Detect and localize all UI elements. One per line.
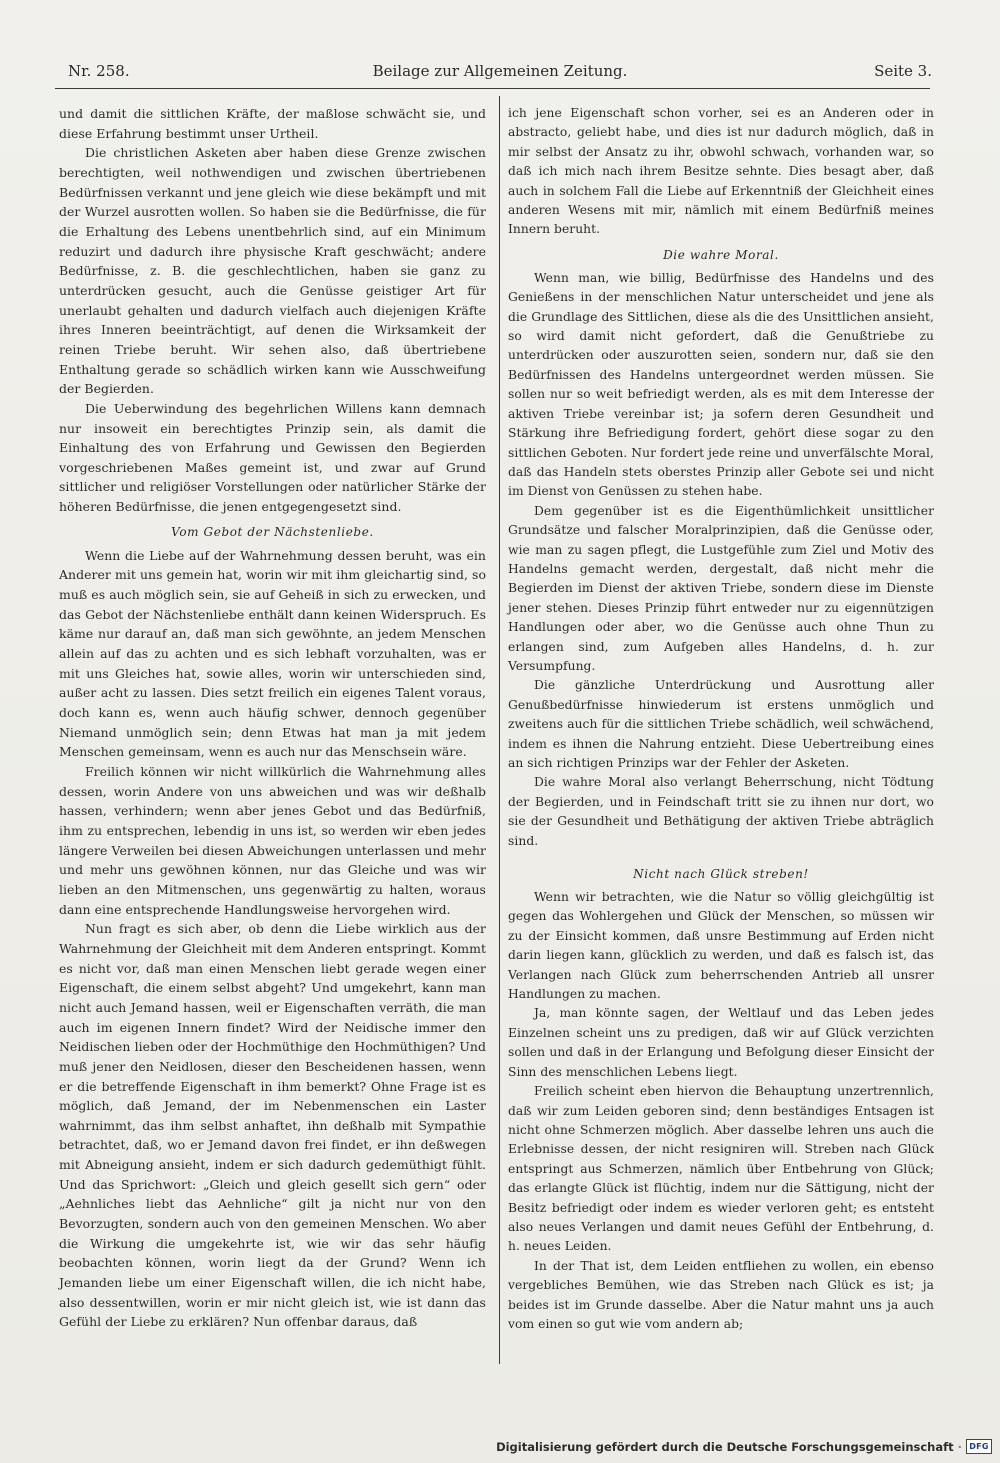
dfg-logo-icon: DFG: [966, 1439, 992, 1454]
paragraph: Freilich scheint eben hiervon die Behauptung unzertrennlich, daß wir zum Leiden geboren sind; denn beständiges Entsagen ist nicht ohne Schmerzen möglich. Aber dasselbe lehren uns auch die Erlebnisse dessen, der nicht resigniren will. Streben nach Glück entspringt aus Schmerzen, nämlich über Entbehrung von Glück; das erlangte Glück ist flüchtig, indem nur die Sättigung, nicht der Besitz befriedigt oder indem es wieder verloren geht; es entsteht also neues Verlangen und damit neues Gefühl der Entbehrung, d. h. neues Leiden.: [508, 1084, 934, 1254]
paragraph: ich jene Eigenschaft schon vorher, sei es an Anderen oder in abstracto, geliebt habe, und dies ist nur dadurch möglich, daß in mir selbst der Ansatz zu ihr, obwohl schwach, vorhanden war, so daß ich mich nach ihrem Besitze sehnte. Dies besagt aber, daß auch in solchem Fall die Liebe auf Erkenntniß der Gleichheit eines anderen Wesens mit mir, nämlich mit einem Bedürfniß meines Innern beruht.: [508, 106, 934, 237]
page-header: [68, 58, 932, 84]
page-number: Seite 3.: [874, 62, 932, 80]
section-heading: Die wahre Moral.: [663, 247, 779, 262]
paragraph: Dem gegenüber ist es die Eigenthümlichkeit unsittlicher Grundsätze und falscher Moralprinzipien, daß die Genüsse oder, wie man zu sagen pflegt, die Lustgefühle zum Ziel und Motiv des Handelns gemacht werden, dergestalt, daß nicht mehr die Begierden im Dienst der aktiven Triebe, sondern diese im Dienste jener stehen. Dieses Prinzip führt entweder nur zu eigennützigen Handlungen oder aber, wo die Genüsse auch ohne Thun zu erlangen sind, zum Aufgeben alles Handelns, d. h. zur Versumpfung.: [508, 503, 934, 673]
supplement-title: Beilage zur Allgemeinen Zeitung.: [372, 62, 628, 80]
paragraph: Ja, man könnte sagen, der Weltlauf und das Leben jedes Einzelnen scheint uns zu predigen, daß wir auf Glück verzichten sollen und daß in der Erlangung und Befolgung dieser Einsicht der Sinn des menschlichen Lebens liegt.: [508, 1006, 934, 1079]
paragraph: Die gänzliche Unterdrückung und Ausrottung aller Genußbedürfnisse hinwiederum ist erstens unmöglich und zweitens auch für die sittlichen Triebe schädlich, weil schwächend, indem es ihnen die Nahrung entzieht. Diese Uebertreibung eines an sich richtigen Prinzips war der Fehler der Asketen.: [508, 678, 934, 770]
left-column: [59, 104, 486, 1332]
section-heading: Nicht nach Glück streben!: [633, 867, 809, 882]
paragraph: Wenn man, wie billig, Bedürfnisse des Handelns und des Genießens in der menschlichen Natur unterscheidet und jene als die Grundlage des Sittlichen, diese als die des Unsittlichen ansieht, so wird damit nicht gefordert, daß die Genußtriebe zu unterdrücken oder auszurotten seien, sondern nur, daß sie den Bedürfnissen des Handelns untergeordnet werden müssen. Sie sollen nur so weit befriedigt werden, als es mit dem Interesse der aktiven Triebe vereinbar ist; ja sofern deren Gesundheit und Stärkung ihre Befriedigung fordert, gehört diese sogar zu den sittlichen Geboten. Nur fordert jede reine und unverfälschte Moral, daß das Handeln stets oberstes Prinzip aller Gebote sei und nicht im Dienst von Genüssen zu stehen habe.: [508, 270, 934, 499]
column-divider: [499, 96, 500, 1364]
paragraph: und damit die sittlichen Kräfte, der maßlose schwächt sie, und diese Erfahrung bestimmt unser Urtheil.: [59, 106, 486, 141]
right-column: [508, 104, 934, 1334]
paragraph: Wenn wir betrachten, wie die Natur so völlig gleichgültig ist gegen das Wohlergehen und Glück der Menschen, so müssen wir zu der Einsicht kommen, daß unsre Bestimmung auf Erden nicht darin liegen kann, glücklich zu werden, und daß es falsch ist, das Verlangen nach Glück zum beherrschenden Antrieb all unsrer Handlungen zu machen.: [508, 890, 934, 1002]
header-rule: [55, 88, 930, 89]
paragraph: Die wahre Moral also verlangt Beherrschung, nicht Tödtung der Begierden, und in Feindschaft tritt sie zu ihnen nur dort, wo sie der Gesundheit und Bethätigung der aktiven Triebe abträglich sind.: [508, 775, 934, 848]
credit-text: Digitalisierung gefördert durch die Deutsche Forschungsgemeinschaft: [496, 1439, 954, 1454]
digitization-credit: [496, 1439, 992, 1454]
issue-number: Nr. 258.: [68, 62, 130, 80]
separator-dot: ·: [957, 1439, 962, 1454]
section-heading: Vom Gebot der Nächstenliebe.: [171, 524, 374, 539]
paragraph: Freilich können wir nicht willkürlich die Wahrnehmung alles dessen, worin Andere von uns abweichen und was wir deßhalb hassen, verhindern; wenn aber jenes Gebot und das Bedürfniß, ihm zu entsprechen, lebendig in uns ist, so werden wir eben jedes längere Verweilen bei diesen Abweichungen unterlassen und mehr und mehr uns gewöhnen können, nur das Gleiche und was wir lieben an den Mitmenschen, uns gegenwärtig zu halten, woraus dann eine entsprechende Handlungsweise hervorgehen wird.: [59, 764, 486, 917]
paragraph: Die Ueberwindung des begehrlichen Willens kann demnach nur insoweit ein berechtigtes Prinzip sein, als damit die Einhaltung des von Erfahrung und Gewissen den Begierden vorgeschriebenen Maßes gemeint ist, und zwar auf Grund sittlicher und religiöser Vorstellungen oder natürlicher Stärke der höheren Bedürfnisse, die jenen entgegengesetzt sind.: [59, 400, 486, 515]
paragraph: In der That ist, dem Leiden entfliehen zu wollen, ein ebenso vergebliches Bemühen, wie das Streben nach Glück es ist; ja beides ist im Grunde dasselbe. Aber die Natur mahnt uns ja auch vom einen so gut wie vom andern ab;: [508, 1258, 934, 1331]
paragraph: Nun fragt es sich aber, ob denn die Liebe wirklich aus der Wahrnehmung der Gleichheit mit dem Anderen entspringt. Kommt es nicht vor, daß man einen Menschen liebt gerade wegen einer Eigenschaft, die einem selbst abgeht? Und umgekehrt, kann man nicht auch Jemand hassen, weil er Eigenschaften verräth, die man auch im eigenen Innern findet? Wird der Neidische immer den Neidischen lieben oder der Hochmüthige den Hochmüthigen? Und muß jener den Neidlosen, dieser den Bescheidenen hassen, wenn er die betreffende Eigenschaft in ihm bemerkt? Ohne Frage ist es möglich, daß Jemand, der im Nebenmenschen ein Laster wahrnimmt, das ihm selbst anhaftet, ihn deßhalb mit Sympathie betrachtet, daß, wo er Jemand davon frei findet, er ihn deßwegen mit Abneigung ansieht, indem er sich dadurch gedemüthigt fühlt. Und das Sprichwort: „Gleich und gleich gesellt sich gern“ oder „Aehnliches liebt das Aehnliche“ gilt ja nicht nur von den Bevorzugten, sondern auch von den gemeinen Menschen. Wo aber die Wirkung die umgekehrte ist, wie wir das sehr häufig beobachten können, worin liegt da der Grund? Wenn ich Jemanden liebe um einer Eigenschaft willen, die ich nicht habe, also dessentwillen, worin er mir nicht gleich ist, wie ist dann das Gefühl der Liebe zu erklären? Nun offenbar daraus, daß: [59, 921, 486, 1330]
paragraph: Wenn die Liebe auf der Wahrnehmung dessen beruht, was ein Anderer mit uns gemein hat, worin wir mit ihm gleichartig sind, so muß es auch möglich sein, sie auf Geheiß in sich zu erwecken, und das Gebot der Nächstenliebe enthält dann keinen Widerspruch. Es käme nur darauf an, daß man sich gewöhnte, an jedem Menschen allein auf das zu achten und es sich lebhaft vorzuhalten, was er mit uns Gleiches hat, sowie alles, worin wir unterschieden sind, außer acht zu lassen. Dies setzt freilich ein eigenes Talent voraus, doch kann es, wenn auch häufig schwer, dennoch gegenüber Niemand unmöglich sein; denn Etwas hat man ja mit jedem Menschen gemeinsam, wenn es auch nur das Menschsein wäre.: [59, 547, 486, 760]
paragraph: Die christlichen Asketen aber haben diese Grenze zwischen berechtigten, weil nothwendigen und zwischen übertriebenen Bedürfnissen verkannt und jene gleich wie diese bekämpft und mit der Wurzel ausrotten wollen. So haben sie die Bedürfnisse, die für die Erhaltung des Lebens unentbehrlich sind, auf ein Minimum reduzirt und dadurch ihre physische Kraft geschwächt; andere Bedürfnisse, z. B. die geschlechtlichen, haben sie ganz zu unterdrücken gesucht, auch die Genüsse geistiger Art für unerlaubt gehalten und dadurch vielfach auch diejenigen Kräfte ihres Inneren beeinträchtigt, auf denen die Wirksamkeit der reinen Triebe beruht. Wir sehen also, daß übertriebene Enthaltung gerade so schädlich wirken kann wie Ausschweifung der Begierden.: [59, 145, 486, 397]
